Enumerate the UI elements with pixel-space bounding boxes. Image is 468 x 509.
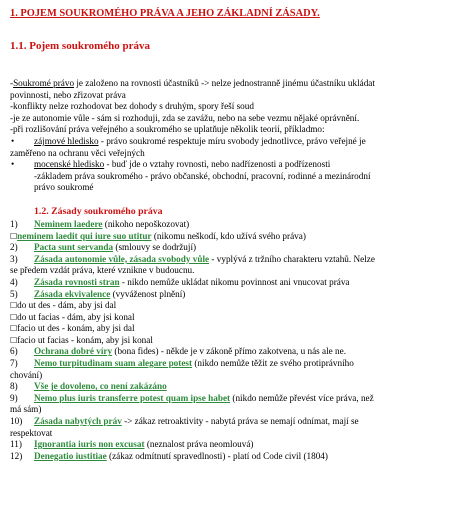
list-item bbox=[10, 219, 462, 231]
checkbox-icon: ☐ bbox=[10, 335, 18, 345]
latin-term: Zásada autonomie vůle, zásada svobody vůle bbox=[34, 253, 210, 264]
intro-line-1 bbox=[10, 78, 462, 90]
item-number: 1) bbox=[10, 218, 18, 229]
principles-list bbox=[10, 219, 462, 462]
item-text: (neznalost práva neomlouvá) bbox=[144, 439, 254, 450]
list-item bbox=[10, 416, 462, 428]
item-text: (zákaz odmítnutí spravedlnosti) - platí od Code civil (1804) bbox=[106, 450, 328, 461]
formula-item bbox=[10, 323, 462, 335]
list-item bbox=[10, 451, 462, 463]
item-text: (nikoho nepoškozovat) bbox=[102, 218, 190, 229]
item-text: (nikomu neškodí, kdo užívá svého práva) bbox=[151, 230, 306, 241]
item-number: 8) bbox=[10, 381, 18, 392]
list-item bbox=[10, 346, 462, 358]
list-item bbox=[10, 439, 462, 451]
list-item bbox=[10, 254, 462, 266]
list-item-continuation: má sám) bbox=[10, 404, 42, 415]
formula-item bbox=[10, 312, 462, 324]
intro-line-4: -je ze autonomie vůle - sám si rozhoduji, zda se zavážu, nebo na sebe vezmu nějaké oprávnění. bbox=[10, 112, 360, 123]
item-text: - vyplývá z tržního charakteru vztahů. Nelze bbox=[209, 253, 375, 264]
item-number: 6) bbox=[10, 346, 18, 357]
latin-term: Zásada ekvivalence bbox=[34, 288, 111, 299]
checkbox-icon: ☐ bbox=[10, 312, 18, 322]
bullet-continuation: -základem práva soukromého - právo občanské, obchodní, pracovní, rodinné a mezinárodní bbox=[34, 170, 371, 181]
item-text: (nikdo nemůže převést více práva, než bbox=[230, 392, 374, 403]
list-item bbox=[10, 393, 462, 405]
bullet-text: - buď jde o vztahy rovnosti, nebo nadřízenosti a podřízenosti bbox=[104, 159, 331, 170]
formula-item bbox=[10, 300, 462, 312]
latin-term: Nemo turpitudinam suam alegare potest bbox=[34, 358, 193, 369]
bullet-term: mocenské hledisko bbox=[34, 159, 105, 170]
list-item bbox=[10, 358, 462, 370]
latin-term: Denegatio iustitiae bbox=[34, 450, 107, 461]
intro-line-2: povinnosti, nebo zřizovat práva bbox=[10, 89, 126, 100]
latin-term: Neminem laedere bbox=[34, 218, 103, 229]
item-text: (nikdo nemůže těžit ze svého protiprávního bbox=[192, 358, 354, 369]
latin-term: Vše je dovoleno, co není zakázáno bbox=[34, 381, 167, 392]
item-text: (bona fides) - někde je v zákoně přímo zakotvena, u nás ale ne. bbox=[112, 346, 347, 357]
subsection-heading: 1.2. Zásady soukromého práva bbox=[34, 205, 163, 217]
list-item-continuation: chování) bbox=[10, 369, 43, 380]
item-text: -> zákaz retroaktivity - nabytá práva se nemají odnímat, mají se bbox=[121, 416, 359, 427]
list-item bbox=[10, 277, 462, 289]
item-number: 9) bbox=[10, 392, 18, 403]
item-number: 5) bbox=[10, 288, 18, 299]
list-subitem bbox=[10, 231, 462, 243]
bullet-item bbox=[10, 136, 462, 148]
intro-line-3: -konflikty nelze rozhodovat bez dohody s druhým, spory řeší soud bbox=[10, 101, 254, 112]
latin-term: Zásada nabytých práv bbox=[34, 416, 122, 427]
formula-item bbox=[10, 335, 462, 347]
section-heading: 1.1. Pojem soukromého práva bbox=[10, 40, 151, 52]
latin-term: Nemo plus iuris transferre potest quam ipse habet bbox=[34, 392, 231, 403]
term-soukrome-pravo: Soukromé právo bbox=[13, 78, 75, 88]
checkbox-icon: ☐ bbox=[10, 324, 18, 334]
bullet-item bbox=[10, 159, 462, 171]
latin-term: Ochrana dobré víry bbox=[34, 346, 113, 357]
formula-text: do ut facias - dám, aby jsi konal bbox=[17, 311, 135, 322]
item-text: (smlouvy se dodržují) bbox=[113, 242, 197, 253]
item-text: (vyváženost plnění) bbox=[110, 288, 186, 299]
latin-term: neminem laedit qui iure suo utitur bbox=[17, 230, 152, 241]
bullet-text: - právo soukromé respektuje míru svobody jednotlivce, právo veřejné je bbox=[98, 135, 366, 146]
item-number: 10) bbox=[10, 416, 23, 427]
chapter-heading: 1. POJEM SOUKROMÉHO PRÁVA A JEHO ZÁKLADNÍ ZÁSADY. bbox=[10, 8, 320, 19]
item-number: 7) bbox=[10, 358, 18, 369]
checkbox-icon: ☐ bbox=[10, 231, 18, 241]
document-page bbox=[10, 6, 462, 462]
bullet-term: zájmové hledisko bbox=[34, 135, 99, 146]
list-item bbox=[10, 242, 462, 254]
item-number: 2) bbox=[10, 242, 18, 253]
intro-line-5: -při rozlišování práva veřejného a soukromého se uplatňuje několik teorií, příkladmo: bbox=[10, 124, 325, 135]
intro-paragraph bbox=[10, 78, 462, 194]
item-number: 12) bbox=[10, 450, 23, 461]
formula-text: do ut des - dám, aby jsi dal bbox=[17, 300, 117, 311]
list-item bbox=[10, 289, 462, 301]
bullet-dot-icon: • bbox=[11, 159, 15, 170]
list-item-continuation: respektovat bbox=[10, 427, 53, 438]
item-number: 4) bbox=[10, 276, 18, 287]
list-item-continuation: se předem vzdát práva, které vznikne v budoucnu. bbox=[10, 265, 195, 276]
list-item bbox=[10, 381, 462, 393]
item-number: 3) bbox=[10, 253, 18, 264]
bullet-dot-icon: • bbox=[11, 135, 15, 146]
item-number: 11) bbox=[10, 439, 22, 450]
checkbox-icon: ☐ bbox=[10, 301, 18, 311]
bullet-continuation: zaměřeno na ochranu věci veřejných bbox=[10, 147, 145, 158]
item-text: - nikdo nemůže ukládat nikomu povinnost ani vnucovat práva bbox=[119, 276, 350, 287]
bullet-continuation: právo soukromé bbox=[34, 182, 94, 193]
intro-text: je založeno na rovnosti účastníků -> nelze jednostranně jinému účastníku ukládat bbox=[74, 78, 375, 88]
formula-text: facio ut facias - konám, aby jsi konal bbox=[17, 334, 153, 345]
latin-term: Pacta sunt servanda bbox=[34, 242, 114, 253]
latin-term: Ignorantia iuris non excusat bbox=[34, 439, 145, 450]
dash: - bbox=[10, 78, 14, 88]
latin-term: Zásada rovnosti stran bbox=[34, 276, 120, 287]
formula-text: facio ut des - konám, aby jsi dal bbox=[17, 323, 135, 334]
